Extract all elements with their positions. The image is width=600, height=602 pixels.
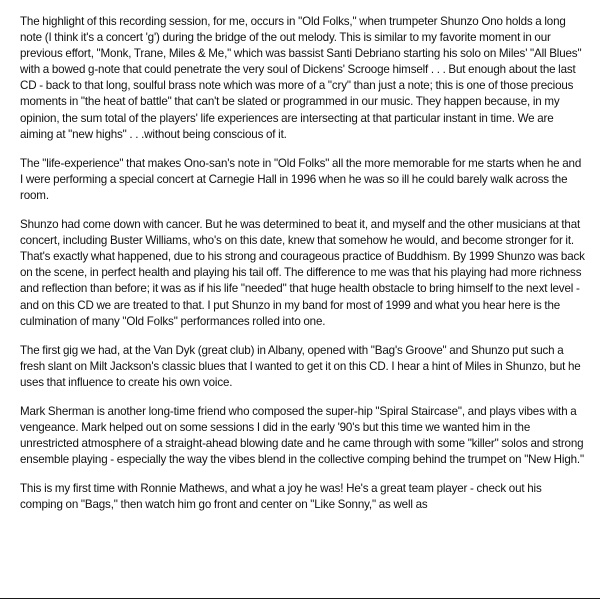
paragraph-mark-sherman: Mark Sherman is another long-time friend who composed the super-hip "Spiral Staircase", and plays vibes with a vengeance. Mark helped out on some sessions I did in the early '90's but this time we wanted him in the unrestricted atmosphere of a straight-ahead blowing date and he came through with some "killer" solos and strong ensemble playing - especially the way the vibes blend in the collective comping behind the trumpet on "New High.": [20, 404, 584, 467]
paragraph-old-folks-highlight: The highlight of this recording session, for me, occurs in "Old Folks," when trumpeter Shunzo Ono holds a long note (I think it's a concert 'g') during the bridge of the out melody. This is similar to my favorite moment in our previous effort, "Monk, Trane, Miles & Me," which was bassist Santi Debriano starting his solo on Miles' "All Blues" with a bowed g-note that could penetrate the very soul of Dickens' Scrooge himself . . . But enough about the last CD - back to that long, soulful brass note which was more of a "cry" than just a note; this is one of those precious moments in "the heat of battle" that can't be slated or programmed in our music. They happen because, in my opinion, the sum total of the players' life experiences are intersecting at that particular instant in time. We are aiming at "new highs" . . .without being conscious of it.: [20, 15, 582, 141]
paragraph-life-experience: The "life-experience" that makes Ono-san's note in "Old Folks" all the more memorable for me starts when he and I were performing a special concert at Carnegie Hall in 1996 when he was so ill he could barely walk across the room.: [20, 156, 582, 202]
paragraph-first-gig: The first gig we had, at the Van Dyk (great club) in Albany, opened with "Bag's Groove" and Shunzo put such a fresh slant on Milt Jackson's classic blues that I wanted to get it on this CD. I hear a hint of Miles in Shunzo, but he uses that influence to create his own voice.: [20, 343, 581, 389]
paragraph-shunzo-cancer: Shunzo had come down with cancer. But he was determined to beat it, and myself and the other musicians at that concert, including Buster Williams, who's on this date, knew that somehow he would, and become stronger for it. That's exactly what happened, due to his strong and courageous practice of Buddhism. By 1999 Shunzo was back on the scene, in perfect health and playing his tail off. The difference to me was that his playing had more richness and reflection than before; it was as if his life "needed" that huge health obstacle to bring himself to the next level - and on this CD we are treated to that. I put Shunzo in my band for most of 1999 and what you hear here is the culmination of many "Old Folks" performances rolled into one.: [20, 218, 585, 328]
bottom-divider: [0, 596, 600, 602]
paragraph-ronnie-mathews: This is my first time with Ronnie Mathews, and what a joy he was! He's a great team player - check out his comping on "Bags," then watch him go front and center on "Like Sonny," as well as: [20, 482, 542, 512]
